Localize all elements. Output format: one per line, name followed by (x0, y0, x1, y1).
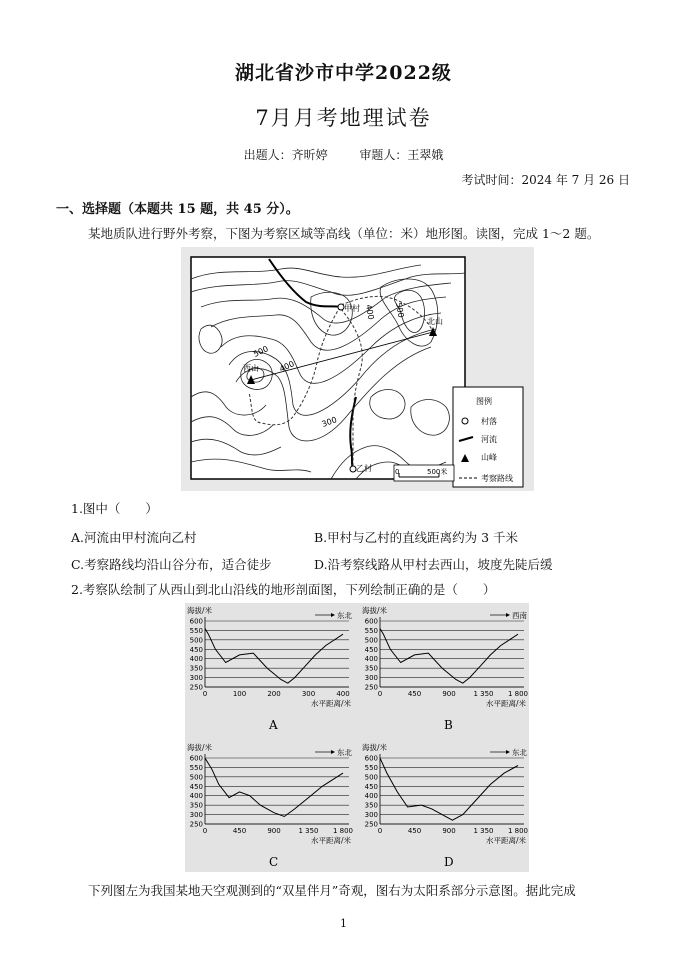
x-tick-label: 0 (377, 690, 383, 698)
y-tick-label: 350 (364, 801, 378, 810)
y-tick-label: 400 (189, 655, 203, 664)
direction-label: 东北 (512, 748, 527, 757)
profile-chart-a (187, 605, 352, 732)
contour-300: 300 (320, 415, 339, 429)
x-tick-label: 450 (407, 690, 422, 698)
label-jia: 甲村 (344, 304, 360, 313)
x-axis-label: 水平距离/米 (310, 699, 351, 708)
x-tick-label: 900 (442, 827, 456, 835)
legend-river: 河流 (481, 435, 497, 444)
profile-line (380, 629, 518, 684)
y-tick-label: 550 (364, 763, 378, 772)
y-tick-label: 450 (364, 645, 378, 654)
y-tick-label: 250 (189, 820, 203, 829)
y-tick-label: 300 (189, 674, 203, 683)
y-tick-label: 350 (364, 664, 378, 673)
chart-letter-d: D (444, 855, 454, 869)
legend-village: 村落 (481, 417, 497, 426)
y-tick-label: 350 (189, 801, 203, 810)
direction-label: 西南 (512, 611, 527, 620)
y-tick-label: 600 (364, 754, 378, 763)
x-tick-label: 400 (336, 690, 350, 698)
y-tick-label: 450 (189, 645, 203, 654)
contour-map (181, 247, 534, 491)
direction-arrowhead (506, 750, 510, 754)
chart-letter-c: C (269, 855, 279, 869)
x-tick-label: 0 (377, 827, 383, 835)
legend-peak: 山峰 (481, 453, 497, 462)
y-tick-label: 300 (189, 811, 203, 820)
label-north: 北山 (427, 317, 443, 326)
y-tick-label: 400 (189, 792, 203, 801)
y-tick-label: 250 (189, 683, 203, 692)
bottom-intro: 下列图左为我国某地天空观测到的“双星伴月”奇观，图右为太阳系部分示意图。据此完成 (88, 883, 576, 898)
x-tick-label: 450 (407, 827, 422, 835)
q1-option-a: A.河流由甲村流向乙村 (71, 530, 197, 545)
contour-map-svg (181, 247, 534, 491)
q1-stem: 1.图中（ ） (71, 501, 158, 516)
y-tick-label: 600 (189, 754, 203, 763)
x-tick-label: 0 (202, 827, 208, 835)
y-tick-label: 550 (189, 626, 203, 635)
y-tick-label: 500 (364, 636, 378, 645)
scale-bar (394, 465, 454, 481)
contour-500-a: 500 (252, 344, 270, 359)
contour-400-b: 400 (364, 303, 376, 321)
setter: 出题人：齐昕婷 (243, 148, 328, 162)
exam-time: 考试时间：2024 年 7 月 26 日 (461, 173, 630, 187)
legend-route: 考察路线 (481, 474, 513, 483)
y-tick-label: 450 (364, 782, 378, 791)
chart-letter-b: B (444, 718, 453, 732)
legend-title: 图例 (476, 397, 492, 406)
y-tick-label: 500 (189, 773, 203, 782)
direction-arrowhead (331, 613, 335, 617)
y-tick-label: 400 (364, 792, 378, 801)
x-tick-label: 100 (232, 690, 247, 698)
y-tick-label: 600 (364, 617, 378, 626)
x-axis-label: 水平距离/米 (310, 836, 351, 845)
x-tick-label: 300 (301, 690, 316, 698)
svg-text:500米: 500米 (427, 468, 448, 476)
x-tick-label: 1 350 (473, 690, 494, 698)
direction-arrowhead (506, 613, 510, 617)
x-axis-label: 水平距离/米 (485, 699, 526, 708)
authors (0, 146, 687, 163)
y-tick-label: 300 (364, 811, 378, 820)
map-legend (453, 387, 523, 487)
y-tick-label: 250 (364, 820, 378, 829)
direction-label: 东北 (337, 748, 352, 757)
contour-400-a: 400 (278, 359, 296, 374)
x-tick-label: 900 (267, 827, 281, 835)
section-heading: 一、选择题（本题共 15 题，共 45 分）。 (56, 202, 299, 217)
q1-option-b: B.甲村与乙村的直线距离约为 3 千米 (314, 530, 519, 545)
x-tick-label: 1 800 (507, 690, 529, 698)
y-tick-label: 500 (364, 773, 378, 782)
y-tick-label: 550 (364, 626, 378, 635)
q2-stem: 2.考察队绘制了从西山到北山沿线的地形剖面图，下列绘制正确的是（ ） (71, 582, 496, 597)
y-axis-label: 海拔/米 (362, 743, 388, 752)
page-number: 1 (340, 917, 347, 930)
profile-line (205, 629, 343, 684)
svg-text:0: 0 (395, 468, 400, 476)
x-tick-label: 1 800 (507, 827, 529, 835)
x-tick-label: 900 (442, 690, 456, 698)
y-axis-label: 海拔/米 (187, 743, 213, 752)
profile-chart-b (362, 605, 528, 732)
y-tick-label: 350 (189, 664, 203, 673)
direction-arrowhead (331, 750, 335, 754)
q1-option-d: D.沿考察线路从甲村去西山，坡度先陡后缓 (314, 557, 553, 572)
x-axis-label: 水平距离/米 (485, 836, 526, 845)
y-tick-label: 500 (189, 636, 203, 645)
y-tick-label: 250 (364, 683, 378, 692)
x-tick-label: 1 350 (298, 827, 319, 835)
contour-500-b: 500 (394, 301, 406, 319)
x-tick-label: 200 (267, 690, 281, 698)
y-tick-label: 450 (189, 782, 203, 791)
y-axis-label: 海拔/米 (362, 606, 388, 615)
x-tick-label: 450 (232, 827, 247, 835)
x-tick-label: 1 800 (332, 827, 354, 835)
direction-label: 东北 (337, 611, 352, 620)
y-tick-label: 300 (364, 674, 378, 683)
section-intro: 某地质队进行野外考察，下图为考察区域等高线（单位：米）地形图。读图，完成 1～2 题。 (88, 226, 600, 241)
profile-line (205, 758, 343, 817)
y-axis-label: 海拔/米 (187, 606, 213, 615)
q1-option-c: C.考察路线均沿山谷分布，适合徒步 (71, 557, 272, 572)
y-tick-label: 600 (189, 617, 203, 626)
y-tick-label: 400 (364, 655, 378, 664)
y-tick-label: 550 (189, 763, 203, 772)
chart-letter-a: A (269, 718, 278, 732)
reviewer: 审题人：王翠娥 (359, 148, 444, 162)
x-tick-label: 0 (202, 690, 208, 698)
profile-chart-d (362, 742, 528, 869)
school-title: 湖北省沙市中学2022级 (235, 62, 452, 84)
profile-chart-c (187, 742, 353, 869)
exam-title: 7月月考地理试卷 (255, 106, 432, 130)
x-tick-label: 1 350 (473, 827, 494, 835)
profile-charts-svg (185, 603, 529, 872)
label-west: 西山 (243, 364, 259, 373)
label-yi: 乙村 (356, 464, 372, 473)
